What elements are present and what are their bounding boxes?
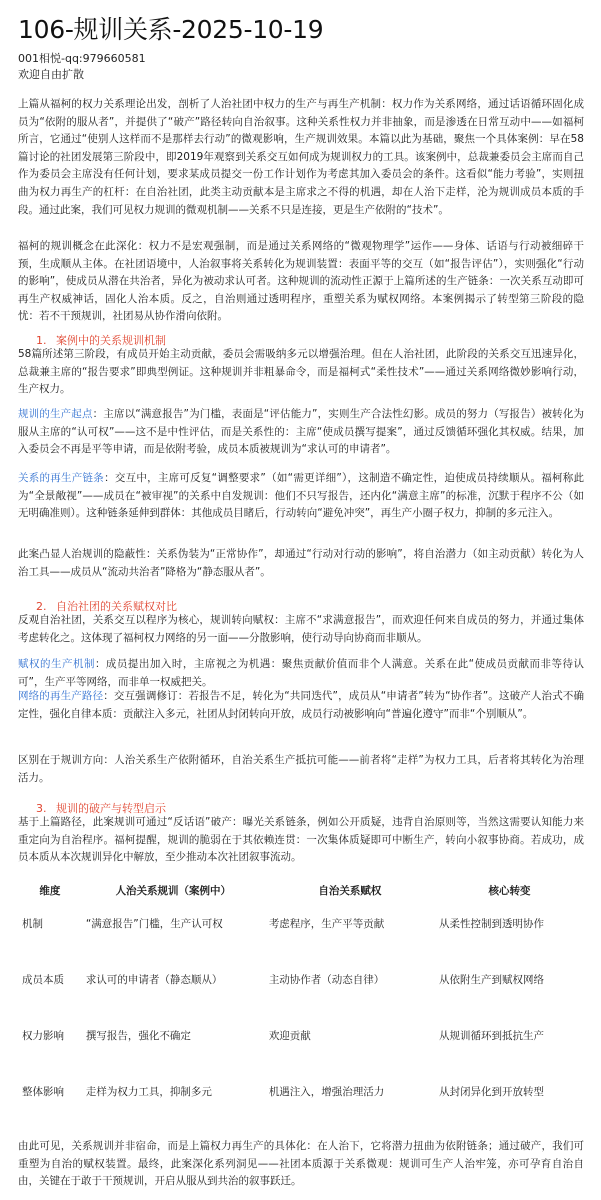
table-header-row	[18, 876, 584, 904]
table-cell: 从封闭异化到开放转型	[439, 1086, 545, 1098]
table-cell: 权力影响	[22, 1030, 64, 1042]
table-row	[18, 960, 584, 1016]
section-2-paragraph-4: 区别在于规训方向：人治关系生产依附循环，自治关系生产抵抗可能——前者将“走样”为权力工具，后者将其转化为治理活力。	[18, 754, 584, 784]
section-2-paragraph-3	[18, 688, 584, 723]
section-3-title: 规训的破产与转型启示	[56, 802, 166, 815]
section-1-number: 1.	[36, 334, 47, 347]
reproduction-chain-text: ：交互中，主席可反复“调整要求”（如“需更详细”），这制造不确定性，迫使成员持续顺从。福柯称此为“全景敞视”——成员在“被审视”的关系中自发规训：他们不只写报告，还内化“满意主席”的标准，沉默于程序不公（如无明确准则）。这种链条延伸到群体：其他成员目睹后，行动转向“避免冲突”，再生产小圈子权力，抑制的多元注入。	[18, 472, 584, 520]
reproduction-chain-label: 关系的再生产链条	[18, 472, 105, 484]
table-row	[18, 1016, 584, 1072]
empowerment-mechanism-text: ：成员提出加入时，主席视之为机遇：聚焦贡献价值而非个人满意。关系在此“使成员贡献而非等待认可”，生产平等网络，而非单一权威把关。	[18, 658, 584, 688]
section-3-number: 3.	[36, 802, 47, 815]
table-cell: 成员本质	[22, 974, 64, 986]
table-cell: 机遇注入，增强治理活力	[268, 1086, 385, 1098]
table-cell: 从依附生产到赋权网络	[439, 974, 545, 986]
comparison-table	[18, 876, 584, 1128]
table-cell: 机制	[22, 918, 43, 930]
empowerment-mechanism-label: 赋权的生产机制	[18, 658, 95, 670]
concept-paragraph: 福柯的规训概念在此深化：权力不是宏观强制，而是通过关系网络的“微观物理学”运作——身体、话语与行动被细碎干预，生成顺从主体。在社团语境中，人治叙事将关系转化为规训装置：表面平等的交互（如“报告评估”），实则强化“行动的影响”，使成员从潜在共治者，异化为被动求认可者。这种规训的流动性正源于上篇所述的生产链条：一次关系互动即可再生产权威神话，固化人治本质。反之，自治则通过透明程序，重塑关系为赋权网络。本案例揭示了转型第三阶段的隐忧：若不干预规训，社团易从协作滑向依附。	[18, 240, 584, 323]
table-cell: 撰写报告，强化不确定	[85, 1030, 191, 1042]
table-cell: 欢迎贡献	[268, 1030, 311, 1042]
author-line: 001相悦-qq:979660581	[18, 52, 146, 65]
section-1-title: 案例中的关系规训机制	[56, 334, 166, 347]
table-cell: 整体影响	[22, 1086, 64, 1098]
section-2-paragraph-1: 反观自治社团，关系交互以程序为核心，规训转向赋权：主席不“求满意报告”，而欢迎任何来自成员的努力，并通过集体考虑转化之。这体现了福柯权力网络的另一面——分散影响，使行动导向协商而非顺从。	[18, 614, 584, 644]
table-cell: 从规训循环到抵抗生产	[439, 1030, 545, 1042]
section-2-title: 自治社团的关系赋权对比	[56, 600, 177, 613]
conclusion-paragraph: 由此可见，关系规训并非宿命，而是上篇权力再生产的具体化：在人治下，它将潜力扭曲为依附链条；通过破产，我们可重塑为自治的赋权装置。最终，此案深化系列洞见——社团本质源于关系微观：规训可生产人治牢笼，亦可孕育自治自由，关键在于敢于干预规训，开启从服从到共治的叙事跃迁。	[18, 1140, 584, 1188]
section-2-paragraph-2	[18, 656, 584, 691]
share-note: 欢迎自由扩散	[18, 68, 84, 81]
table-cell: “满意报告”门槛，生产认可权	[85, 918, 223, 930]
section-1-paragraph-4: 此案凸显人治规训的隐蔽性：关系伪装为“正常协作”，却通过“行动对行动的影响”，将自治潜力（如主动贡献）转化为人治工具——成员从“流动共治者”降格为“静态服从者”。	[18, 548, 584, 578]
network-path-text: ：交互强调修订：若报告不足，转化为“共同迭代”，成员从“申请者”转为“协作者”。这破产人治式不确定性，强化自律本质：贡献注入多元，社团从封闭转向开放，成员行动被影响向“普遍化遵守”而非“个别顺从”。	[18, 690, 584, 720]
network-path-label: 网络的再生产路径	[18, 690, 104, 702]
table-cell: 主动协作者（动态自律）	[268, 974, 385, 986]
generation-start-text: ：主席以“满意报告”为门槛，表面是“评估能力”，实则生产合法性幻影。成员的努力（写报告）被转化为服从主席的“认可权”——这不是中性评估，而是关系性的：主席“使成员撰写提案”，通过反馈循环强化其权威。结果，加入委员会不再是平等申请，而是依附考验，成员本质被规训为“求认可的申请者”。	[18, 408, 584, 456]
table-row	[18, 904, 584, 960]
section-1-paragraph-1: 58篇所述第三阶段，有成员开始主动贡献，委员会需吸纳多元以增强治理。但在人治社团，此阶段的关系交互迅速异化，总裁兼主席的“报告要求”即典型例证。这种规训并非粗暴命令，而是福柯式“柔性技术”——通过关系网络微妙影响行动，生产权力。	[18, 348, 584, 396]
section-3-paragraph-1: 基于上篇路径，此案规训可通过“反话语”破产：曝光关系链条，例如公开质疑，违背自治原则等，当然这需要认知能力来重定向为自治程序。福柯提醒，规训的脆弱在于其依赖连贯：一次集体质疑即可中断生产，转向小叙事协商。若成功，成员本质从本次规训异化中解放，至少推动本次社团叙事流动。	[18, 816, 584, 864]
table-cell: 从柔性控制到透明协作	[439, 918, 545, 930]
table-cell: 求认可的申请者（静态顺从）	[85, 974, 223, 986]
section-1-paragraph-3	[18, 470, 584, 523]
table-cell: 考虑程序，生产平等贡献	[268, 918, 385, 930]
section-1-paragraph-2	[18, 406, 584, 459]
table-row	[18, 1072, 584, 1128]
table-header: 自治关系赋权	[318, 884, 382, 897]
intro-paragraph: 上篇从福柯的权力关系理论出发，剖析了人治社团中权力的生产与再生产机制：权力作为关系网络，通过话语循环固化成员为“依附的服从者”，并提供了“破产”路径转向自治叙事。这种关系性权力并非抽象，而是渗透在日常互动中——如福柯所言，它通过“使别人这样而不是那样去行动”的微观影响，生产规训效果。本篇以此为基础，聚焦一个具体案例：早在58篇讨论的社团发展第三阶段中，即2019年观察到关系交互如何成为规训权力的工具。该案例中，总裁兼委员会主席而自己作为委员会主席没有任何计划，要求某成员提交一份工作计划作为考虑其加入委员会的条件。这看似“能力考验”，实则扭曲为权力再生产的杠杆：在自治社团，此类主动贡献本是主席求之不得的机遇，却在人治下走样，沦为规训成员本质的手段。通过此案，我们可见权力规训的微观机制——关系不只是连接，更是生产依附的“技术”。	[18, 98, 584, 216]
table-header: 核心转变	[488, 884, 531, 897]
table-cell: 走样为权力工具，抑制多元	[85, 1086, 212, 1098]
section-2-number: 2.	[36, 600, 47, 613]
table-header: 人治关系规训（案例中）	[115, 884, 232, 897]
table-header: 维度	[39, 884, 61, 897]
page-title: 106-规训关系-2025-10-19	[18, 15, 324, 44]
generation-start-label: 规训的生产起点	[18, 408, 93, 420]
